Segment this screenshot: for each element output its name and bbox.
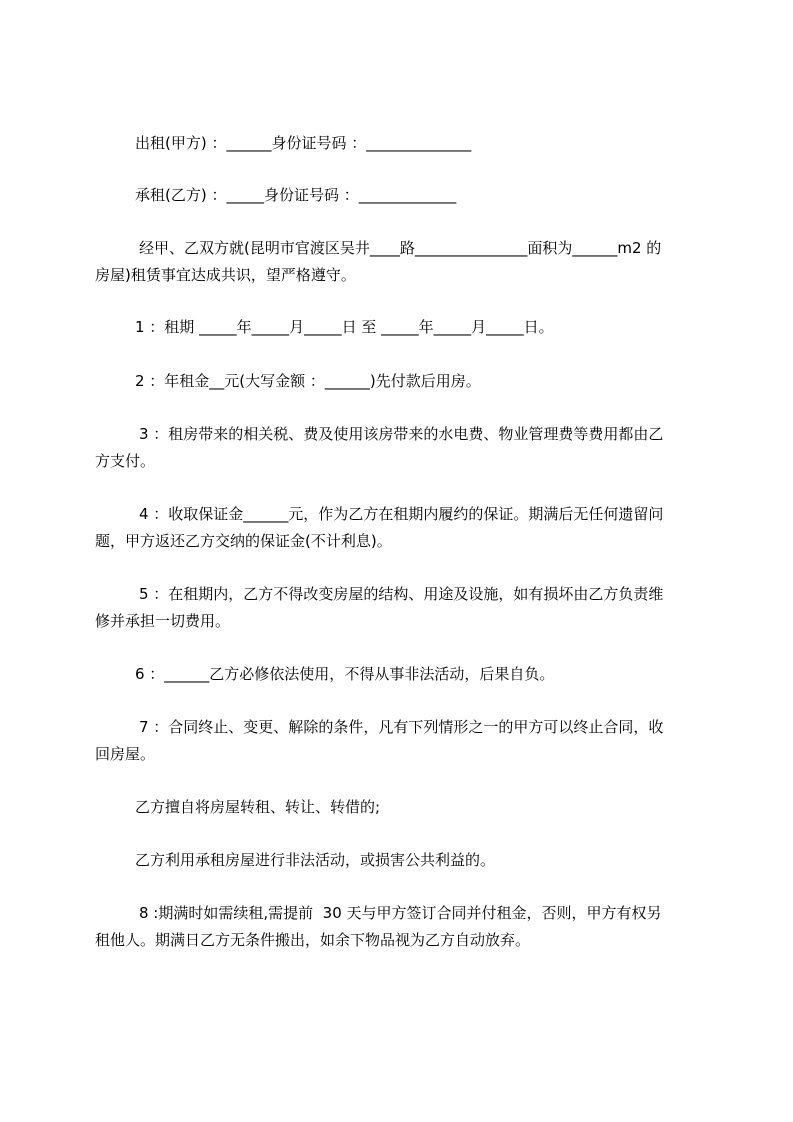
clause-2: 2 ：年租金__元(大写金额 ：______)先付款后用房。 [135,372,481,390]
clause-4-line-2: 题，甲方返还乙方交纳的保证金(不计利息)。 [95,532,392,550]
condition-sublease: 乙方擅自将房屋转租、转让、转借的; [135,798,381,816]
lessor-line: 出租(甲方) ：______身份证号码 ：______________ [135,134,472,152]
clause-5-line-1: 5 ：在租期内，乙方不得改变房屋的结构、用途及设施，如有损坏由乙方负责维 [139,585,664,603]
clause-6: 6 ：______乙方必修依法使用，不得从事非法活动，后果自负。 [135,665,555,683]
clause-1: 1 ：租期 _____年_____月_____日 至 _____年_____月_____日。 [135,318,554,336]
clause-8-line-2: 租他人。期满日乙方无条件搬出，如余下物品视为乙方自动放弃。 [95,931,531,949]
intro-line-2: 房屋)租赁事宜达成共识，望严格遵守。 [95,266,356,284]
clause-3-line-2: 方支付。 [95,452,156,470]
lessee-line: 承租(乙方) ：_____身份证号码 ：_____________ [135,186,457,204]
intro-line-1: 经甲、乙双方就(昆明市官渡区吴井____路_______________面积为______m2 的 [139,239,662,257]
clause-4-line-1: 4 ：收取保证金______元，作为乙方在租期内履约的保证。期满后无任何遗留问 [139,505,664,523]
clause-5-line-2: 修并承担一切费用。 [95,612,231,630]
condition-illegal-use: 乙方利用承租房屋进行非法活动，或损害公共利益的。 [135,851,496,869]
clause-8-line-1: 8 :期满时如需续租,需提前 30 天与甲方签订合同并付租金，否则，甲方有权另 [139,904,662,922]
clause-7-line-1: 7 ：合同终止、变更、解除的条件，凡有下列情形之一的甲方可以终止合同，收 [139,718,664,736]
clause-3-line-1: 3 ：租房带来的相关税、费及使用该房带来的水电费、物业管理费等费用都由乙 [139,425,664,443]
clause-7-line-2: 回房屋。 [95,745,156,763]
